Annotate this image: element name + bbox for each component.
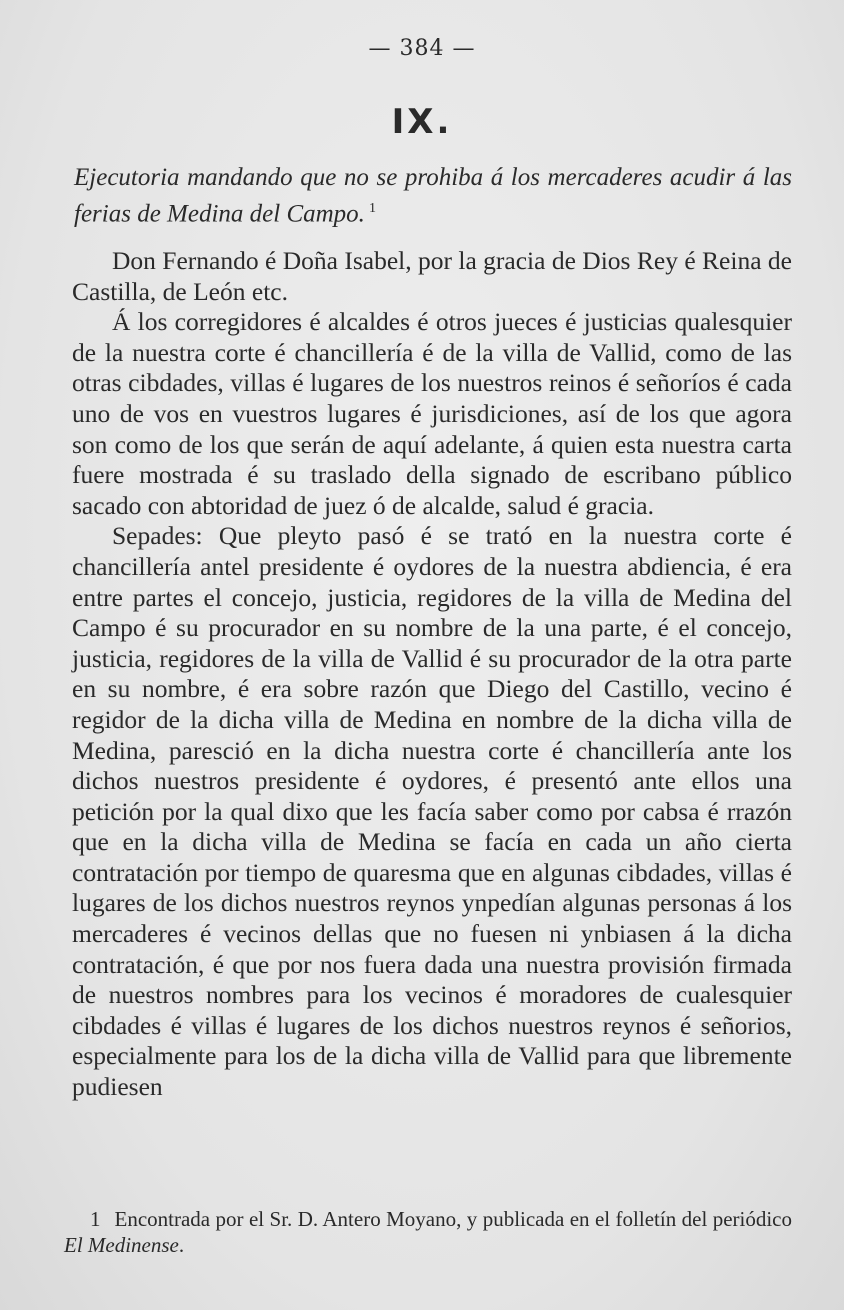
heading-text: Ejecutoria mandando que no se prohiba á los mercaderes acudir á las ferias de Medina del Campo. <box>74 164 792 228</box>
document-heading <box>74 162 792 229</box>
footnote-end: . <box>178 1233 185 1257</box>
paragraph-address: Á los corregidores é alcaldes é otros jueces é justicias qualesquier de la nuestra corte é chancillería é de la villa de Vallid, como de las otras cibdades, villas é lugares de los nuestros reinos é señoríos é cada uno de vos en vuestros lugares é jurisdiciones, así de los que agora son como de los que serán de aquí adelante, á quien esta nuestra carta fuere mostrada é su traslado della signado de escribano público sacado con abtoridad de juez ó de alcalde, salud é gracia. <box>72 307 792 520</box>
page-number: — 384 — <box>368 36 476 61</box>
paragraph-salutation: Don Fernando é Doña Isabel, por la gracia de Dios Rey é Reina de Castilla, de León etc. <box>72 246 792 306</box>
section-number: IX. <box>391 102 453 142</box>
paragraph-narrative: Sepades: Que pleyto pasó é se trató en la nuestra corte é chancillería antel presidente é oydores de la nuestra abdiencia, é era entre partes el concejo, justicia, regidores de la villa de Medina del Campo é su procurador en su nombre de la una parte, é el concejo, justicia, regidores de la villa de Vallid é su procurador de la otra parte en su nombre, é era sobre razón que Diego del Castillo, vecino é regidor de la dicha villa de Medina en nombre de la dicha villa de Medina, paresció en la dicha nuestra corte é chancillería ante los dichos nuestros presidente é oydores, é presentó ante ellos una petición por la qual dixo que les facía saber como por cabsa é rrazón que en la dicha villa de Medina se facía en cada un año cierta contratación por tiempo de quaresma que en algunas cibdades, villas é lugares de los dichos nuestros reynos ynpedían algunas personas á los mercaderes é vecinos dellas que no fuesen ni ynbiasen á la dicha contratación, é que por nos fuera dada una nuestra provisión firmada de nuestros nombres para los vecinos é moradores de cualesquier cibdades é villas é lugares de los dichos nuestros reynos é señorios, especialmente para los de la dicha villa de Vallid para que libremente pudiesen <box>72 521 792 1102</box>
footnote-mark: 1 <box>90 1207 101 1231</box>
periodical-title: El Medinense <box>64 1233 179 1257</box>
body-text <box>72 246 792 1103</box>
footnote-reference: 1 <box>368 201 376 216</box>
footnote-text: Encontrada por el Sr. D. Antero Moyano, y publicada en el folletín del periódico <box>114 1207 792 1231</box>
footnote <box>64 1206 792 1258</box>
